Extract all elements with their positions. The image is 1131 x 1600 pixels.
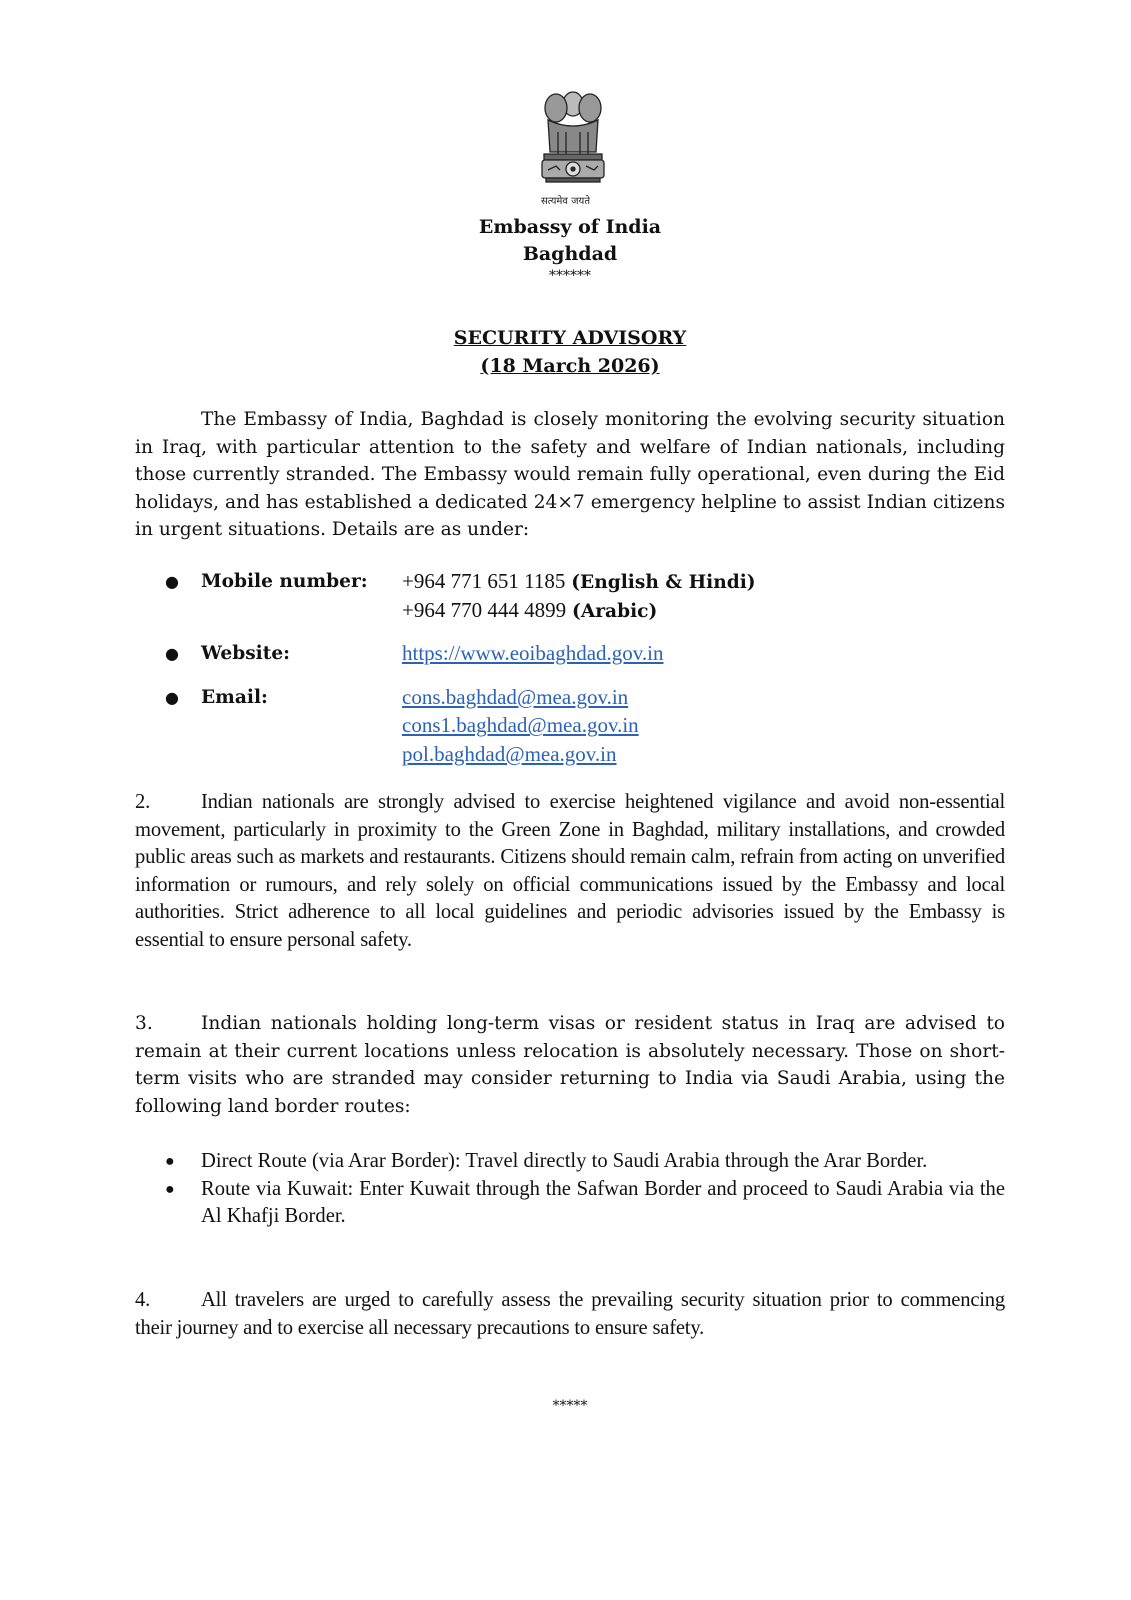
- email-label: Email:: [201, 686, 268, 708]
- intro-text: The Embassy of India, Baghdad is closely monitoring the evolving security situation in Iraq, with particular attention to the safety and welfare of Indian nationals, including those currently stranded. The Embassy would remain fully operational, even during the Eid holidays, and has established a dedicated 24×7 emergency helpline to assist Indian citizens in urgent situations. Details are as under:: [135, 409, 1005, 541]
- route-item: [165, 1148, 1005, 1176]
- bullet-icon: ●: [165, 572, 179, 591]
- route-list: [165, 1148, 1005, 1231]
- route-item: [165, 1176, 1005, 1231]
- contact-website: [165, 640, 1025, 669]
- bullet-icon: ●: [165, 1153, 175, 1170]
- contact-email: [165, 684, 1025, 770]
- contact-list: [165, 568, 1025, 770]
- intro-paragraph: [135, 406, 1005, 544]
- route-text: Direct Route (via Arar Border): Travel directly to Saudi Arabia through the Arar Border.: [201, 1150, 928, 1172]
- footer-separator: *****: [552, 1398, 588, 1414]
- phone-language: (English & Hindi): [571, 572, 756, 593]
- paragraph-text: Indian nationals holding long-term visas or resident status in Iraq are advised to remain at their current locations unless relocation is absolutely necessary. Those on short-term visits who are stranded may consider returning to India via Saudi Arabia, using the following land border routes:: [135, 1013, 1005, 1117]
- paragraph-4: [135, 1287, 1005, 1342]
- national-emblem-icon: [538, 82, 608, 194]
- emblem-motto: सत्यमेव जयते: [540, 196, 591, 207]
- advisory-date: (18 March 2026): [480, 355, 660, 377]
- phone-number[interactable]: +964 771 651 1185: [402, 569, 566, 593]
- website-link[interactable]: https://www.eoibaghdad.gov.in: [402, 641, 664, 666]
- bullet-icon: ●: [165, 1180, 175, 1198]
- org-name: Embassy of India: [478, 216, 662, 238]
- paragraph-text: Indian nationals are strongly advised to exercise heightened vigilance and avoid non-essential movement, particularly in proximity to the Green Zone in Baghdad, military installations, and crowded public areas such as markets and restaurants. Citizens should remain calm, refrain from acting on unverified information or rumours, and rely solely on official communications issued by the Embassy and local authorities. Strict adherence to all local guidelines and periodic advisories issued by the Embassy is essential to ensure personal safety.: [135, 791, 1005, 951]
- header-separator: ******: [549, 268, 591, 284]
- bullet-icon: ●: [165, 687, 179, 707]
- paragraph-number: 2.: [135, 791, 151, 813]
- embassy-heading: [0, 214, 1131, 268]
- bullet-icon: ●: [165, 644, 179, 664]
- paragraph-3: [135, 1010, 1005, 1120]
- email-link[interactable]: cons1.baghdad@mea.gov.in: [402, 713, 639, 738]
- org-city: Baghdad: [522, 243, 618, 265]
- paragraph-text: All travelers are urged to carefully assess the prevailing security situation prior to commencing their journey and to exercise all necessary precautions to ensure safety.: [135, 1289, 1005, 1339]
- website-label: Website:: [201, 643, 291, 665]
- contact-mobile: [165, 568, 1025, 625]
- mobile-label: Mobile number:: [201, 571, 368, 592]
- advisory-title: [0, 324, 1131, 380]
- phone-language: (Arabic): [572, 600, 658, 622]
- phone-number[interactable]: +964 770 444 4899: [402, 597, 567, 622]
- route-text: Route via Kuwait: Enter Kuwait through the Safwan Border and proceed to Saudi Arabia via the Al Khafji Border.: [201, 1177, 1005, 1228]
- email-link[interactable]: cons.baghdad@mea.gov.in: [402, 684, 629, 709]
- page-title: SECURITY ADVISORY: [453, 327, 687, 349]
- paragraph-number: 3.: [135, 1013, 153, 1034]
- paragraph-2: [135, 789, 1005, 955]
- email-link[interactable]: pol.baghdad@mea.gov.in: [402, 741, 617, 766]
- paragraph-number: 4.: [135, 1289, 151, 1311]
